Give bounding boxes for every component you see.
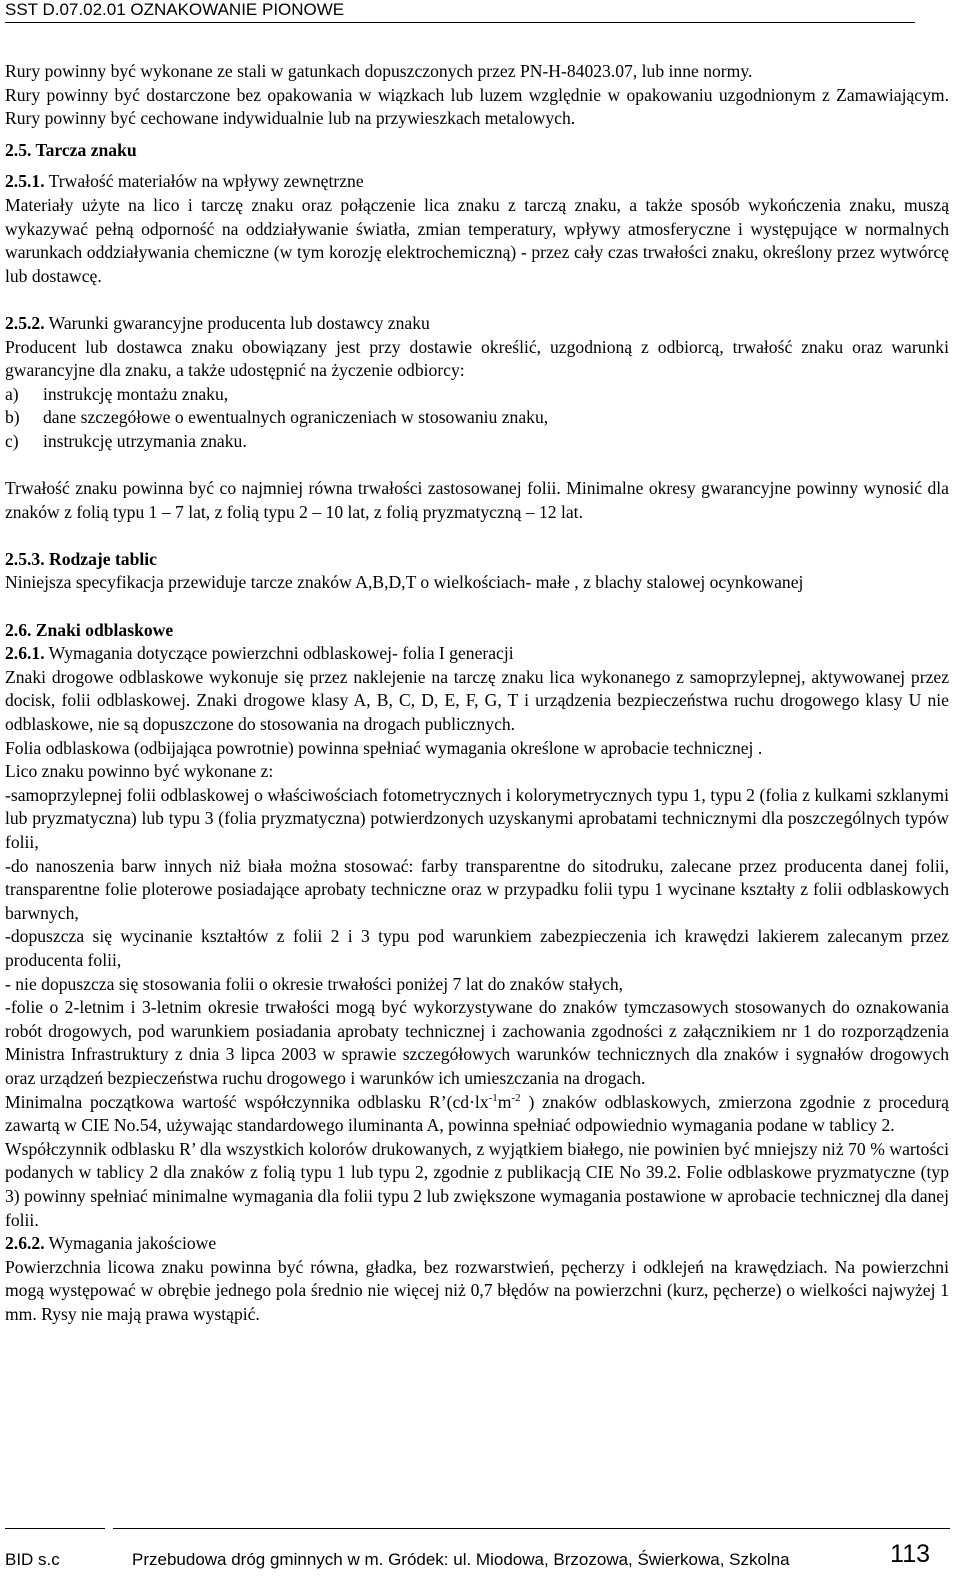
heading-text: Wymagania dotyczące powierzchni odblaskowej- folia I generacji — [44, 643, 514, 664]
paragraph: Współczynnik odblasku R’ dla wszystkich kolorów drukowanych, z wyjątkiem białego, nie powinien być mniejszy niż 70 % wartości podanych w tablicy 2 dla znaków z folią typu 1 lub typu 2, zgodnie z publikacją CIE No 39.2. Folie odblaskowe pryzmatyczne (typ 3) powinny spełniać minimalne wymagania dla folii typu 2 lub zwiększone wymagania postawione w aprobacie technicznej dla danej folii. — [5, 1138, 949, 1230]
subsection-heading — [5, 170, 949, 194]
paragraph: - nie dopuszcza się stosowania folii o okresie trwałości poniżej 7 lat do znaków stałych, — [5, 973, 624, 994]
list-item — [5, 383, 949, 407]
heading-number: 2.6.1. — [5, 643, 45, 664]
list-item — [5, 406, 949, 430]
heading-number: 2.6.2. — [5, 1233, 45, 1254]
text-run: Minimalna początkowa wartość współczynnika odblasku R’(cd·lx — [5, 1091, 489, 1112]
subsection-heading — [5, 548, 949, 572]
footer-rule — [5, 1528, 105, 1529]
section-heading — [5, 139, 949, 163]
page-number: 113 — [890, 1540, 930, 1568]
page-header — [5, 0, 915, 23]
paragraph: -samoprzylepnej folii odblaskowej o właściwościach fotometrycznych i kolorymetrycznych typu 1, typu 2 (folia z kulkami szklanymi lub pryzmatyczna) lub typu 3 (folia pryzmatyczna) potwierdzonych uzyskanymi aprobatami technicznymi dla poszczególnych typów folii, — [5, 784, 949, 852]
paragraph: Powierzchnia licowa znaku powinna być równa, gładka, bez rozwarstwień, pęcherzy i odklejeń na krawędziach. Na powierzchni mogą występować w obrębie jednego pola średnio nie więcej niż 0,7 błędów na powierzchni (kurz, pęcherze) o wielkości najwyżej 1 mm. Rysy nie mają prawa wystąpić. — [5, 1256, 949, 1324]
paragraph: -do nanoszenia barw innych niż biała można stosować: farby transparentne do sitodruku, zalecane przez producenta danej folii, transparentne folie ploterowe posiadające aprobaty techniczne oraz w przypadku folii typu 1 wycinane kształty z folii odblaskowych barwnych, — [5, 855, 949, 923]
heading-text: Trwałość materiałów na wpływy zewnętrzne — [44, 171, 364, 192]
list-marker: c) — [5, 430, 19, 451]
paragraph: Folia odblaskowa (odbijająca powrotnie) powinna spełniać wymagania określone w aprobacie technicznej . — [5, 737, 763, 758]
header-title: SST D.07.02.01 OZNAKOWANIE PIONOWE — [5, 0, 345, 19]
paragraph: Rury powinny być wykonane ze stali w gatunkach dopuszczonych przez PN-H-84023.07, lub inne normy. — [5, 61, 753, 81]
heading-text: Wymagania jakościowe — [44, 1233, 217, 1254]
text-run: ) znaków odblaskowych, zmierzona zgodnie z procedurą zawartą w CIE No.54, używając standardowego iluminanta A, powinna spełniać odpowiednio wymagania podane w tablicy 2. — [5, 1091, 949, 1136]
paragraph: Trwałość znaku powinna być co najmniej równa trwałości zastosowanej folii. Minimalne okresy gwarancyjne powinny wynosić dla znaków z folią typu 1 – 7 lat, z folią typu 2 – 10 lat, z folią pryzmatyczną – 12 lat. — [5, 478, 949, 522]
paragraph: -dopuszcza się wycinanie kształtów z folii 2 i 3 typu pod warunkiem zabezpieczenia ich krawędzi lakierem zalecanym przez producenta folii, — [5, 926, 949, 970]
heading-number: 2.5.2. — [5, 312, 45, 333]
footer-project: Przebudowa dróg gminnych w m. Gródek: ul. Miodowa, Brzozowa, Świerkowa, Szkolna — [132, 1550, 790, 1569]
list-text: instrukcję utrzymania znaku. — [43, 430, 247, 451]
list-item — [5, 430, 949, 454]
section-heading — [5, 619, 949, 643]
subsection-heading — [5, 642, 949, 666]
paragraph: Znaki drogowe odblaskowe wykonuje się przez naklejenie na tarczę znaku lica wykonanego z samoprzylepnej, aktywowanej przez docisk, folii odblaskowej. Znaki drogowe klasy A, B, C, D, E, F, G, T i urządzenia bezpieczeństwa ruchu drogowego klasy U nie odblaskowe, nie są dopuszczone do stosowania na drogach publicznych. — [5, 666, 949, 735]
list-marker: a) — [5, 383, 19, 404]
heading-number: 2.5.3. — [5, 548, 45, 569]
list-marker: b) — [5, 407, 20, 428]
document-body — [5, 60, 949, 1326]
page-footer — [5, 1528, 950, 1572]
superscript: -1 — [488, 1091, 498, 1104]
list-text: dane szczegółowe o ewentualnych ograniczeniach w stosowaniu znaku, — [43, 407, 549, 428]
paragraph: Niniejsza specyfikacja przewiduje tarcze znaków A,B,D,T o wielkościach- małe , z blachy stalowej ocynkowanej — [5, 572, 804, 593]
heading-number: 2.5.1. — [5, 171, 45, 192]
heading-text: 2.5. Tarcza znaku — [5, 139, 137, 160]
footer-rule — [113, 1528, 950, 1529]
heading-text: 2.6. Znaki odblaskowe — [5, 619, 174, 640]
heading-text: Warunki gwarancyjne producenta lub dostawcy znaku — [44, 312, 430, 333]
footer-company: BID s.c — [5, 1550, 60, 1569]
text-run: m — [497, 1091, 512, 1112]
paragraph: Materiały użyte na lico i tarczę znaku oraz połączenie lica znaku z tarczą znaku, a także sposób wykończenia znaku, muszą wykazywać pełną odporność na oddziaływanie światła, zmian temperatury, wpływy atmosferyczne i występujące w normalnych warunkach oddziaływania chemiczne (w tym korozję elektrochemiczną) - przez cały czas trwałości znaku, określony przez wytwórcę lub dostawcę. — [5, 194, 949, 286]
superscript: -2 — [511, 1091, 521, 1104]
paragraph: Lico znaku powinno być wykonane z: — [5, 761, 274, 782]
paragraph — [5, 1091, 949, 1138]
paragraph: Producent lub dostawca znaku obowiązany jest przy dostawie określić, uzgodnioną z odbiorcą, trwałość znaku oraz warunki gwarancyjne dla znaku, a także udostępnić na życzenie odbiorcy: — [5, 336, 949, 381]
subsection-heading — [5, 1232, 949, 1256]
paragraph: -folie o 2-letnim i 3-letnim okresie trwałości mogą być wykorzystywane do znaków tymczasowych stosowanych do oznakowania robót drogowych, pod warunkiem posiadania aprobaty technicznej i zachowania zgodności z załącznikiem nr 1 do rozporządzenia Ministra Infrastruktury z dnia 3 lipca 2003 w sprawie szczegółowych warunków technicznych dla znaków i sygnałów drogowych oraz urządzeń bezpieczeństwa ruchu drogowego i warunków ich umieszczania na drogach. — [5, 997, 949, 1088]
list-text: instrukcję montażu znaku, — [43, 383, 229, 404]
subsection-heading — [5, 312, 949, 336]
paragraph: Rury powinny być dostarczone bez opakowania w wiązkach lub luzem względnie w opakowaniu uzgodnionym z Zamawiającym. Rury powinny być cechowane indywidualnie lub na przywieszkach metalowych. — [5, 84, 949, 129]
heading-text: Rodzaje tablic — [44, 548, 157, 569]
